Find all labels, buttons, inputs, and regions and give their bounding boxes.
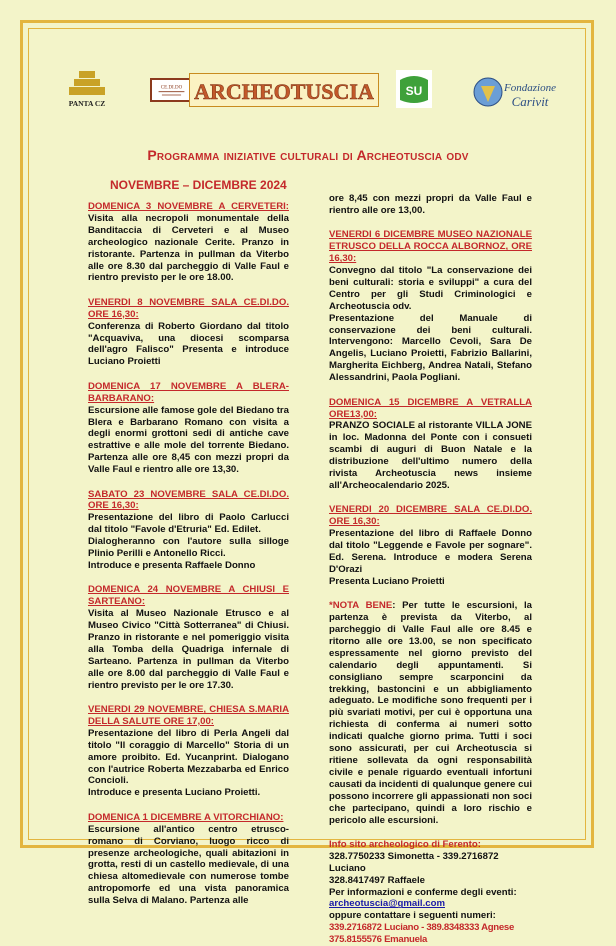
event-line: Presentazione del Manuale di conservazione dei beni culturali. Intervengono: Marcello Cevoli, Sara De Angelis, Luciano Proietti, Fabrizio Ballarini, Margherita Eichberg, Andrea Natali, Stefano Alessandrini, Paola Pogliani. — [329, 312, 532, 384]
event-heading: VENERDI 6 DICEMBRE MUSEO NAZIONALE ETRUSCO DELLA ROCCA ALBORNOZ, ORE 16,30: — [329, 229, 532, 265]
right-column — [329, 193, 532, 946]
email-link[interactable]: archeotuscia@gmail.com — [329, 898, 445, 910]
archeotuscia-logo — [189, 73, 379, 107]
event-heading: DOMENICA 1 DICEMBRE A VITORCHIANO: — [88, 811, 284, 823]
cedido-text: CE.DI.DO — [160, 85, 183, 91]
event-rocca-albornoz — [329, 229, 532, 384]
event-vetralla — [329, 397, 532, 492]
archeotuscia-wordmark: ARCHEOTUSCIA — [194, 79, 374, 104]
event-cedido-23-nov — [88, 489, 289, 572]
event-body: Visita al Museo Nazionale Etrusco e al Museo Civico "Città Sotterranea" di Chiusi. Pranzo in ristorante e nel pomeriggio visita alla Tomba della Quadriga infernale di Sarteano. Partenza in pullman da Viterbo alle ore 8.00 dal parcheggio di Valle Faul e rientro previsto per le ore 17.30. — [88, 608, 289, 691]
page-subtitle: NOVEMBRE – DICEMBRE 2024 — [110, 178, 287, 192]
red-phones-1: 339.2716872 Luciano - 389.8348333 Agnese — [329, 922, 514, 934]
event-line: Presenta Luciano Proietti — [329, 575, 445, 587]
cedido-logo — [150, 78, 193, 102]
event-line: Introduce e presenta Raffaele Donno — [88, 559, 256, 571]
event-cedido-8-nov — [88, 297, 289, 368]
ferento-label: Info sito archeologico di Ferento: — [329, 838, 481, 850]
event-cedido-20-dic — [329, 504, 532, 587]
phones-line-2: 328.8417497 Raffaele — [329, 874, 426, 886]
event-line: Convegno dal titolo "La conservazione dei beni culturali: storia e sviluppi" a cura del Centro per gli Studi Criminologici e Archeotuscia odv. — [329, 265, 532, 312]
event-heading: SABATO 23 NOVEMBRE SALA CE.DI.DO. ORE 16,30: — [88, 488, 289, 512]
event-heading: VENERDI 8 NOVEMBRE SALA CE.DI.DO. ORE 16,30: — [88, 296, 289, 320]
panta-cz-logo — [66, 70, 108, 110]
event-santa-maria-salute — [88, 704, 289, 799]
phones-line-1: 328.7750233 Simonetta - 339.2716872 Luciano — [329, 850, 499, 874]
su-logo — [396, 70, 432, 108]
event-chiusi-sarteano — [88, 584, 289, 691]
nota-bene-body: : Per tutte le escursioni, la partenza è prevista da Viterbo, al parcheggio di Valle Faul alle ore 8.45 e ritorno alle ore 13.00, se non specificato espressamente nel giorno previsto del calendario degli appuntamenti. Si consigliano sempre scarponcini da trekking, bastoncini e un abbigliamento adeguato. Le modifiche sono frequenti per i più svariati motivi, per cui è opportuna una richiesta di conferma ai numeri sotto indicati qualche giorno prima. Tutti i soci sono assicurati, per cui Archeotuscia si ritiene sollevata da ogni responsabilità civile e penale riguardo eventuali infortuni causati da incidenti di qualunque genere cui possono incorrere gli appassionati non soci che partecipano, quindi a loro rischio e pericolo alle escursioni. — [329, 600, 532, 826]
fondazione-carivit-logo — [472, 70, 560, 116]
logo-bar — [60, 70, 560, 115]
event-body: Visita alla necropoli monumentale della Banditaccia di Cerveteri e al Museo archeologico nazionale Cerite. Pranzo in ristorante. Partenza in pullman da Viterbo alle ore 8.30 dal parcheggio di Valle Faul e rientro previsto per le ore 18.00. — [88, 212, 289, 284]
event-heading: DOMENICA 3 NOVEMBRE A CERVETERI: — [88, 201, 289, 212]
nota-bene-label: *NOTA BENE — [329, 600, 393, 612]
event-blera-barbarano — [88, 381, 289, 476]
event-body: ore 8,45 con mezzi propri da Valle Faul e rientro alle ore 13,00. — [329, 193, 532, 216]
event-line: Presentazione del libro di Raffaele Donno dal titolo "Leggende e Favole per sognare". Ed. Serena. Introduce e modera Serena D'Orazi — [329, 528, 532, 575]
event-heading: DOMENICA 24 NOVEMBRE A CHIUSI E SARTEANO: — [88, 584, 289, 608]
nota-bene — [329, 600, 532, 826]
event-cerveteri — [88, 201, 289, 284]
panta-cz-text: PANTA CZ — [68, 99, 106, 108]
event-heading: VENERDI 20 DICEMBRE SALA CE.DI.DO. ORE 16,30: — [329, 504, 532, 528]
event-body: Conferenza di Roberto Giordano dal titolo "Acquaviva, una diocesi scomparsa dell'agro Falisco" Presenta e introduce Luciano Proietti — [88, 320, 289, 368]
event-heading: VENERDI 29 NOVEMBRE, CHIESA S.MARIA DELLA SALUTE ORE 17,00: — [88, 704, 289, 727]
contattare-label: oppure contattare i seguenti numeri: — [329, 910, 496, 922]
red-phones-2: 375.8155576 Emanuela — [329, 934, 428, 946]
event-body: Escursione alle famose gole del Biedano tra Blera e Barbarano Romano con visita a degli enormi grottoni sedi di antiche cave estrattive e alle mole del torrente Biedano. Partenza alle ore 8,45 con mezzi propri da Valle Faul e rientro alle ore 13,30. — [88, 404, 290, 476]
event-line: Presentazione del libro di Perla Angeli dal titolo "Il coraggio di Marcello" Storia di un amore proibito. Ed. Yucanprint. Dialogano con l'autrice Roberta Mezzabarba ed Enrico Concioli. — [88, 727, 289, 787]
event-line: Introduce e presenta Luciano Proietti. — [88, 787, 261, 799]
event-heading: DOMENICA 17 NOVEMBRE A BLERA-BARBARANO: — [88, 380, 289, 404]
svg-text:SU: SU — [405, 84, 423, 98]
conferme-label: Per informazioni e conferme degli eventi: — [329, 886, 517, 898]
event-body: PRANZO SOCIALE al ristorante VILLA JONE in loc. Madonna del Ponte con i consueti scambi di auguri di Buon Natale e la distribuzione dell'ultimo numero della rivista Archeotuscia news insieme all'Archeocalendario 2025. — [329, 420, 532, 491]
event-heading: DOMENICA 15 DICEMBRE A VETRALLA ORE13,00: — [329, 396, 532, 420]
event-vitorchiano-continued — [329, 193, 532, 217]
left-column — [88, 201, 289, 920]
contact-info — [329, 839, 532, 946]
page-title: Programma iniziative culturali di Archeotuscia odv — [147, 147, 469, 163]
event-line: Dialogheranno con l'autore sulla silloge Plinio Perilli e Antonello Ricci. — [88, 536, 289, 560]
event-line: Presentazione del libro di Paolo Carlucci dal titolo "Favole d'Etruria" Ed. Edilet. — [88, 512, 289, 536]
fondazione-text: Fondazione — [504, 82, 556, 94]
carivit-text: Carivit — [511, 94, 549, 109]
event-body: Escursione all'antico centro etrusco-romano di Corviano, luogo ricco di presenze archeologiche, quali abitazioni in grotta, resti di un castello medievale, di una chiesa altomedievale con numerose tombe antropomorfe ed una vista panoramica sulla Selva di Malano. Partenza alle — [88, 823, 289, 907]
event-vitorchiano — [88, 812, 289, 907]
